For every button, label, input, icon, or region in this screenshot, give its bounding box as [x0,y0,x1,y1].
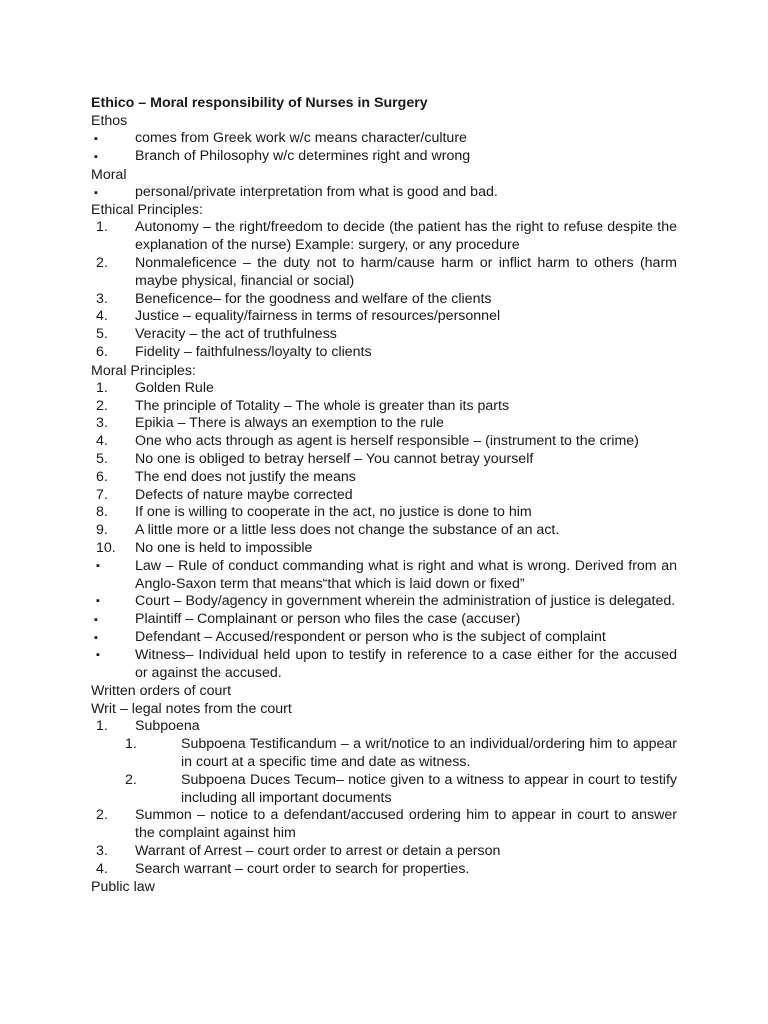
list-item: 5. No one is obliged to betray herself – You cannot betray yourself [96,450,534,467]
ethical-principles-heading: Ethical Principles: [91,202,203,219]
list-item: 3. Epikia – There is always an exemption to the rule [96,415,444,432]
bullet-icon: ▪ [96,595,100,608]
list-item: ▪ Defendant – Accused/respondent or person who is the subject of complaint [94,628,606,645]
document-page [91,94,677,896]
list-item: ▪ Branch of Philosophy w/c determines right and wrong [94,147,471,164]
list-item: 2. Subpoena Duces Tecum– notice given to a witness to appear in court to testify including all important documents [125,771,677,806]
document-title: Ethico – Moral responsibility of Nurses in Surgery [91,95,428,111]
bullet-icon: ▪ [94,133,98,145]
list-item: 2. The principle of Totality – The whole is greater than its parts [96,397,510,414]
list-item: 9. A little more or a little less does not change the substance of an act. [96,522,560,539]
list-item: 6. The end does not justify the means [96,468,356,485]
written-orders-heading: Written orders of court [91,683,232,700]
list-item: 4. Justice – equality/fairness in terms of resources/personnel [96,308,501,325]
bullet-icon: ▪ [94,150,98,163]
list-item: 3. Beneficence– for the goodness and welfare of the clients [96,290,492,307]
list-item: 4. Search warrant – court order to search for properties. [96,860,470,877]
list-item: 2. Nonmaleficence – the duty not to harm/cause harm or inflict harm to others (harm maybe physical, financial or social) [96,254,677,289]
list-item: 5. Veracity – the act of truthfulness [96,326,337,343]
public-law-heading: Public law [91,879,155,896]
bullet-icon: ▪ [96,559,100,572]
bullet-icon: ▪ [94,631,98,644]
bullet-icon: ▪ [94,614,98,627]
list-item: 10. No one is held to impossible [96,539,313,556]
bullet-icon: ▪ [94,186,98,199]
ethos-heading: Ethos [91,113,128,129]
list-item: 7. Defects of nature maybe corrected [96,486,353,503]
list-item: ▪ Law – Rule of conduct commanding what is right and what is wrong. Derived from an Anglo-Saxon term that means“that which is laid down or fixed” [96,557,677,592]
list-item: 6. Fidelity – faithfulness/loyalty to clients [96,343,372,360]
writ-definition: Writ – legal notes from the court [91,701,292,718]
moral-heading: Moral [91,166,127,183]
list-item: ▪ Court – Body/agency in government wherein the administration of justice is delegated. [96,593,676,610]
list-item: ▪ Plaintiff – Complainant or person who files the case (accuser) [94,611,521,628]
moral-principles-heading: Moral Principles: [91,362,196,379]
list-item: 4. One who acts through as agent is herself responsible – (instrument to the crime) [96,433,639,450]
list-item: 2. Summon – notice to a defendant/accused ordering him to appear in court to answer the complaint against him [96,807,677,842]
list-item: 1. Autonomy – the right/freedom to decide (the patient has the right to refuse despite the explanation of the nurse) Example: surgery, or any procedure [96,219,677,254]
list-item: 1. Subpoena [96,718,200,735]
list-item: 8. If one is willing to cooperate in the act, no justice is done to him [96,504,532,521]
list-item: ▪ Witness– Individual held upon to testify in reference to a case either for the accused or against the accused. [96,646,677,681]
list-item: 1. Golden Rule [96,379,214,396]
list-item: ▪ comes from Greek work w/c means character/culture [94,130,467,146]
list-item: ▪ personal/private interpretation from what is good and bad. [94,183,498,200]
bullet-icon: ▪ [96,648,100,661]
list-item: 3. Warrant of Arrest – court order to arrest or detain a person [96,842,501,859]
list-item: 1. Subpoena Testificandum – a writ/notice to an individual/ordering him to appear in court at a specific time and date as witness. [125,736,677,770]
